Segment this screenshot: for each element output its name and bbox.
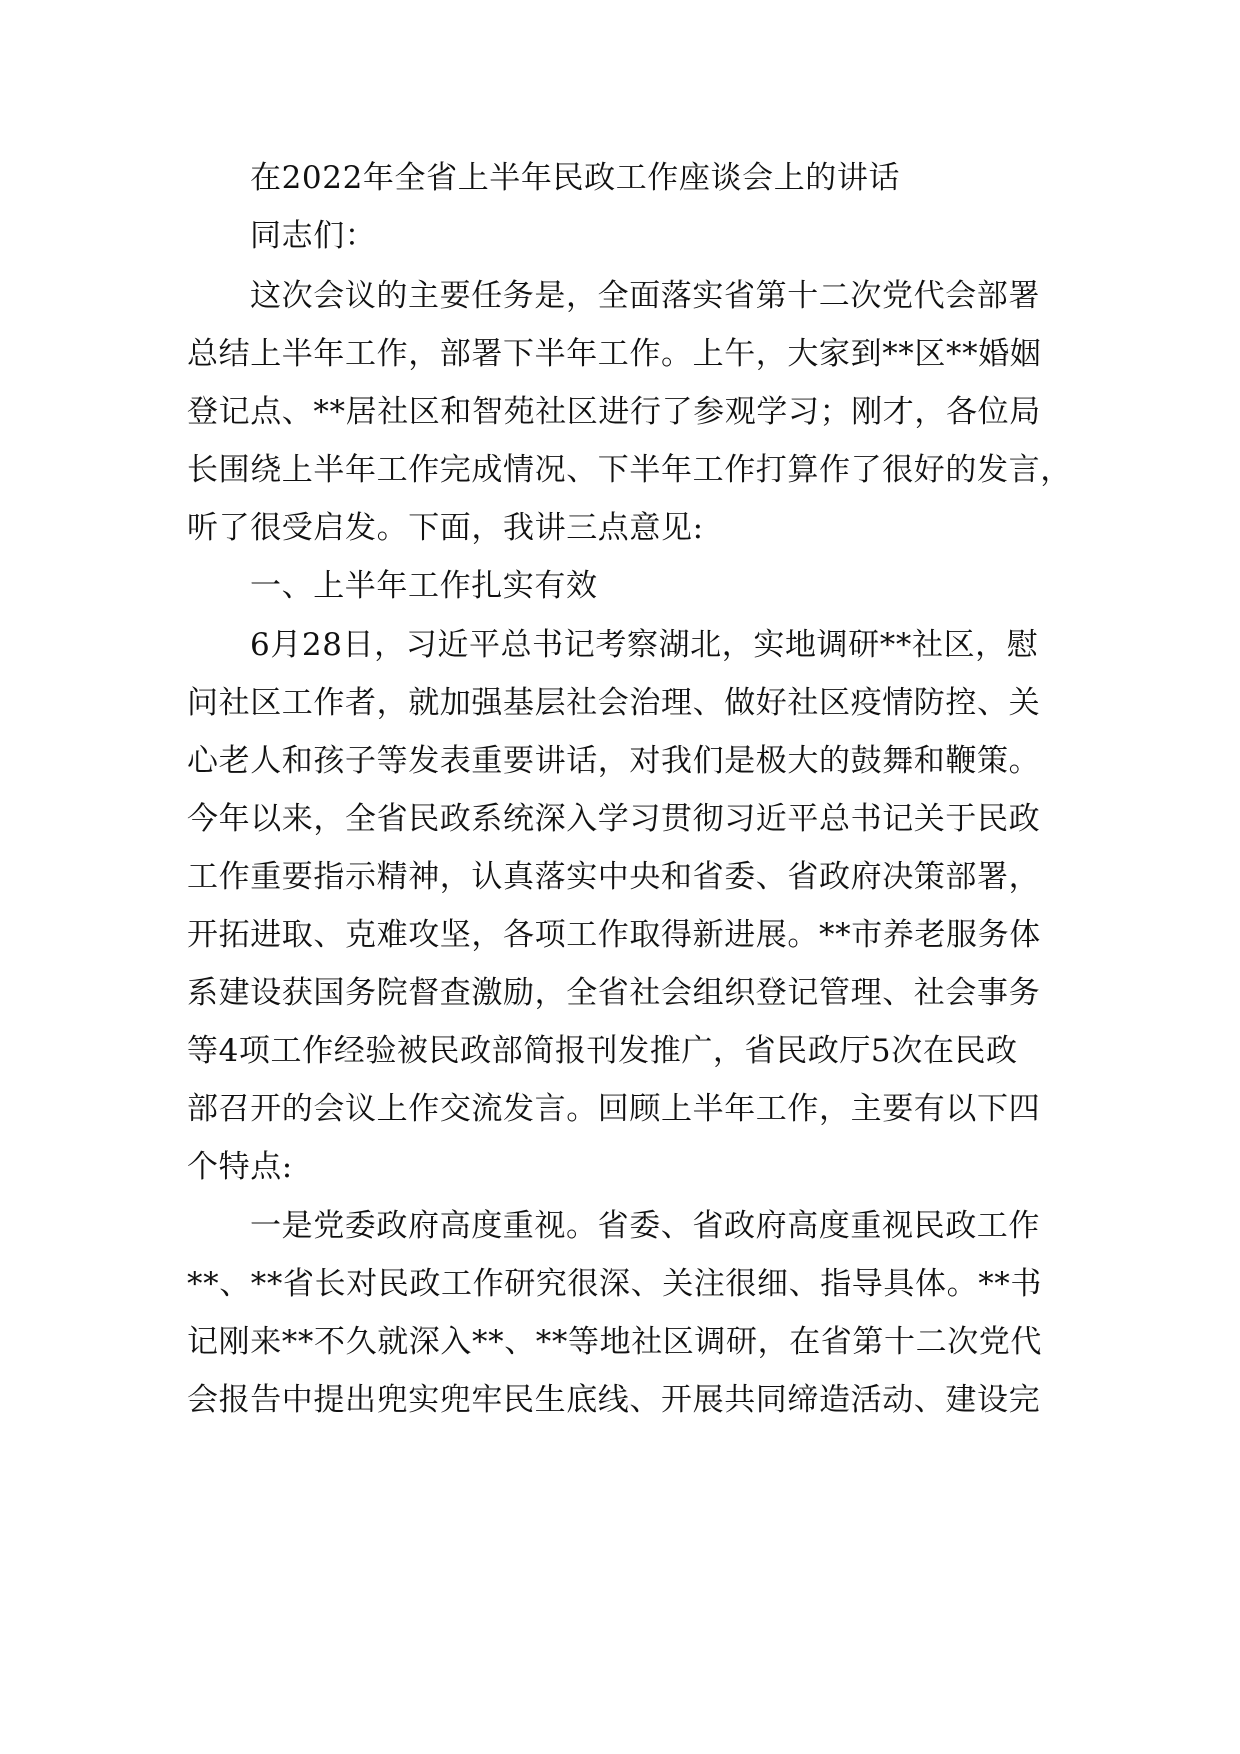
paragraph-2-line-7: 系建设获国务院督查激励，全省社会组织登记管理、社会事务 <box>187 975 1041 1011</box>
paragraph-1-line-1: 这次会议的主要任务是，全面落实省第十二次党代会部署 <box>250 278 1040 314</box>
paragraph-3-line-2: **、**省长对民政工作研究很深、关注很细、指导具体。**书 <box>187 1266 1042 1302</box>
paragraph-2-line-10: 个特点: <box>187 1149 293 1185</box>
paragraph-2-line-4: 今年以来，全省民政系统深入学习贯彻习近平总书记关于民政 <box>187 801 1041 837</box>
document-title: 在2022年全省上半年民政工作座谈会上的讲话 <box>250 160 901 196</box>
paragraph-3-line-4: 会报告中提出兜实兜牢民生底线、开展共同缔造活动、建设完 <box>187 1382 1041 1418</box>
paragraph-1-line-3: 登记点、**居社区和智苑社区进行了参观学习；刚才，各位局 <box>187 394 1041 430</box>
paragraph-2-line-9: 部召开的会议上作交流发言。回顾上半年工作，主要有以下四 <box>187 1091 1041 1127</box>
paragraph-3-line-1: 一是党委政府高度重视。省委、省政府高度重视民政工作 <box>250 1208 1040 1244</box>
paragraph-1-line-2: 总结上半年工作，部署下半年工作。上午，大家到**区**婚姻 <box>187 336 1042 372</box>
paragraph-3-line-3: 记刚来**不久就深入**、**等地社区调研，在省第十二次党代 <box>187 1324 1042 1360</box>
paragraph-1-line-4: 长围绕上半年工作完成情况、下半年工作打算作了很好的发言， <box>187 452 1072 488</box>
paragraph-2-line-8: 等4项工作经验被民政部简报刊发推广，省民政厅5次在民政 <box>187 1033 1018 1069</box>
section-heading-1: 一、上半年工作扎实有效 <box>250 568 598 604</box>
paragraph-2-line-1: 6月28日，习近平总书记考察湖北，实地调研**社区，慰 <box>250 627 1039 663</box>
paragraph-2-line-5: 工作重要指示精神，认真落实中央和省委、省政府决策部署， <box>187 859 1041 895</box>
paragraph-2-line-3: 心老人和孩子等发表重要讲话，对我们是极大的鼓舞和鞭策。 <box>187 743 1041 779</box>
paragraph-1-line-5: 听了很受启发。下面，我讲三点意见: <box>187 510 704 546</box>
salutation: 同志们： <box>250 218 377 254</box>
paragraph-2-line-6: 开拓进取、克难攻坚，各项工作取得新进展。**市养老服务体 <box>187 917 1041 953</box>
paragraph-2-line-2: 问社区工作者，就加强基层社会治理、做好社区疫情防控、关 <box>187 685 1041 721</box>
